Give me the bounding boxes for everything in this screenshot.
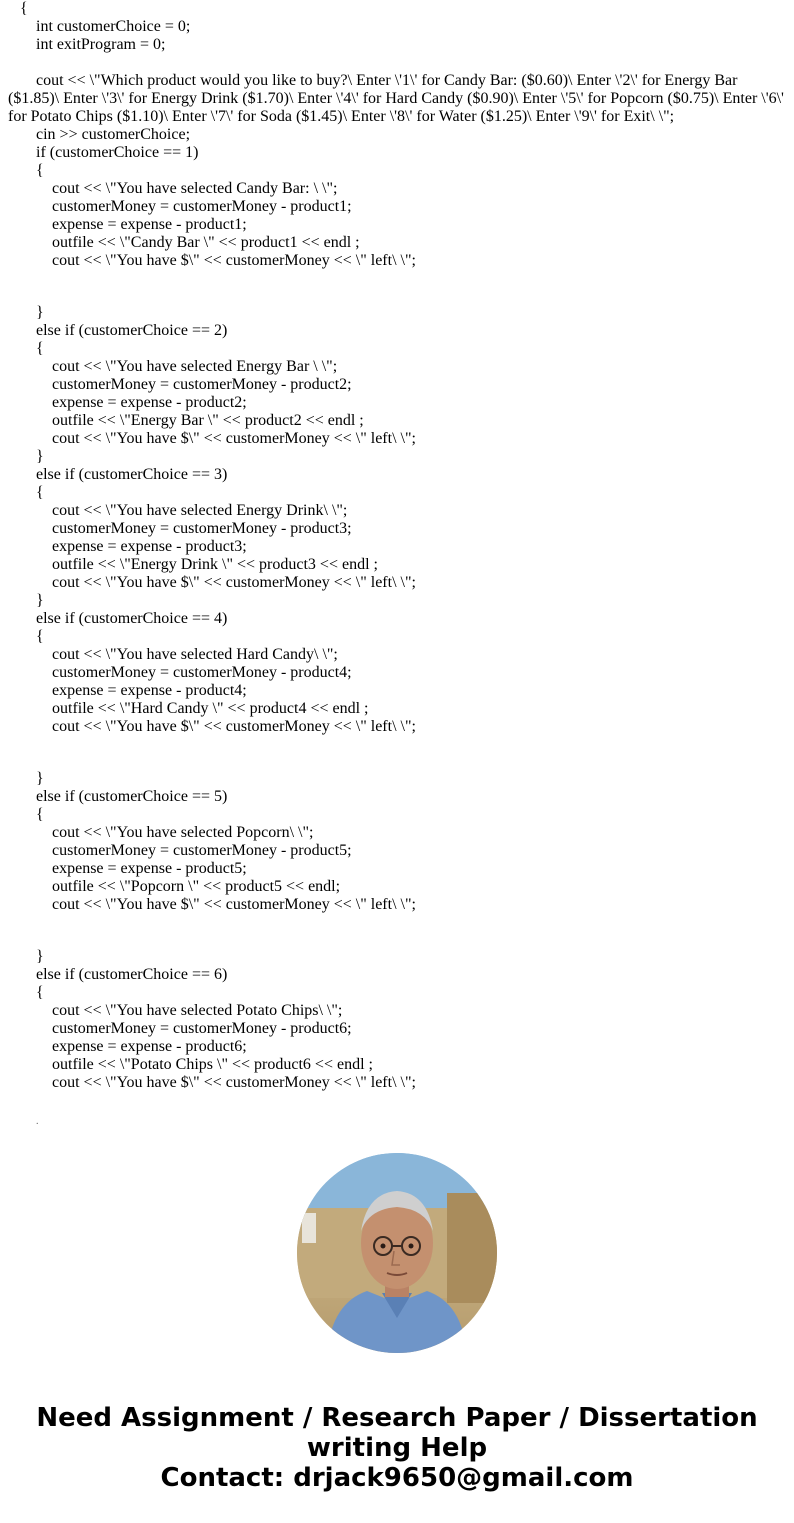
code-line: outfile << \"Energy Bar \" << product2 << endl ; [52, 412, 364, 429]
code-line: } [36, 592, 44, 609]
code-line: cout << \"You have selected Hard Candy\ \"; [52, 646, 338, 663]
code-line: } [36, 948, 44, 965]
code-line: expense = expense - product4; [52, 682, 247, 699]
code-line: else if (customerChoice == 4) [36, 610, 228, 627]
code-line: outfile << \"Potato Chips \" << product6 << endl ; [52, 1056, 373, 1073]
code-line: outfile << \"Energy Drink \" << product3 << endl ; [52, 556, 378, 573]
code-line: cout << \"You have $\" << customerMoney << \" left\ \"; [52, 896, 416, 913]
person-portrait-icon [297, 1153, 497, 1353]
code-line: expense = expense - product5; [52, 860, 247, 877]
code-line: int exitProgram = 0; [36, 36, 166, 53]
code-line: else if (customerChoice == 6) [36, 966, 228, 983]
code-line: cout << \"You have $\" << customerMoney << \" left\ \"; [52, 1074, 416, 1091]
code-line: { [36, 484, 44, 501]
code-line: expense = expense - product1; [52, 216, 247, 233]
footer-line-1: Need Assignment / Research Paper / Dissertation [36, 1403, 758, 1433]
footer-line-2: writing Help [306, 1433, 488, 1463]
code-line: cout << \"You have selected Energy Drink\ \"; [52, 502, 348, 519]
code-line: cout << \"You have selected Popcorn\ \"; [52, 824, 314, 841]
code-line: customerMoney = customerMoney - product5; [52, 842, 352, 859]
code-line: customerMoney = customerMoney - product1; [52, 198, 352, 215]
code-line: cout << \"Which product would you like to buy?\ Enter \'1\' for Candy Bar: ($0.60)\ Enter \'2\' for Energy Bar ($1.85)\ Enter \'3\' for Energy Drink ($1.70)\ Enter \'4\' for Hard Candy ($0.90)\ Enter \'5\' for Popcorn ($0.75)\ Enter \'6\' for Potato Chips ($1.10)\ Enter \'7\' for Soda ($1.45)\ Enter \'8\' for Water ($1.25)\ Enter \'9\' for Exit\ \"; [8, 72, 788, 125]
code-line: customerMoney = customerMoney - product6; [52, 1020, 352, 1037]
code-line: { [36, 806, 44, 823]
code-line: customerMoney = customerMoney - product2; [52, 376, 352, 393]
code-line: { [36, 984, 44, 1001]
code-line: cout << \"You have selected Energy Bar \ \"; [52, 358, 338, 375]
code-line: cout << \"You have selected Potato Chips\ \"; [52, 1002, 343, 1019]
code-line: expense = expense - product3; [52, 538, 247, 555]
avatar [297, 1153, 497, 1353]
code-line: . [36, 1116, 39, 1127]
code-listing [8, 0, 788, 1134]
code-line: } [36, 304, 44, 321]
footer-contact: Contact: drjack9650@gmail.com [160, 1463, 634, 1493]
code-line: cout << \"You have selected Candy Bar: \ \"; [52, 180, 338, 197]
code-line: else if (customerChoice == 5) [36, 788, 228, 805]
code-line: } [36, 448, 44, 465]
code-line: cout << \"You have $\" << customerMoney << \" left\ \"; [52, 430, 416, 447]
footer-banner [0, 1403, 794, 1493]
code-line: { [36, 628, 44, 645]
code-line: expense = expense - product6; [52, 1038, 247, 1055]
code-line: outfile << \"Popcorn \" << product5 << endl; [52, 878, 341, 895]
code-line: customerMoney = customerMoney - product4; [52, 664, 352, 681]
code-line: cout << \"You have $\" << customerMoney << \" left\ \"; [52, 574, 416, 591]
code-line: if (customerChoice == 1) [36, 144, 199, 161]
code-line: outfile << \"Candy Bar \" << product1 << endl ; [52, 234, 360, 251]
code-line: customerMoney = customerMoney - product3; [52, 520, 352, 537]
code-line: { [20, 0, 28, 17]
code-line: else if (customerChoice == 2) [36, 322, 228, 339]
code-line: expense = expense - product2; [52, 394, 247, 411]
code-line: cout << \"You have $\" << customerMoney << \" left\ \"; [52, 718, 416, 735]
code-line: cout << \"You have $\" << customerMoney << \" left\ \"; [52, 252, 416, 269]
code-line: { [36, 162, 44, 179]
code-line: int customerChoice = 0; [36, 18, 191, 35]
code-line: cin >> customerChoice; [36, 126, 191, 143]
code-line: { [36, 340, 44, 357]
code-line: else if (customerChoice == 3) [36, 466, 228, 483]
code-line: } [36, 770, 44, 787]
code-line: outfile << \"Hard Candy \" << product4 << endl ; [52, 700, 369, 717]
